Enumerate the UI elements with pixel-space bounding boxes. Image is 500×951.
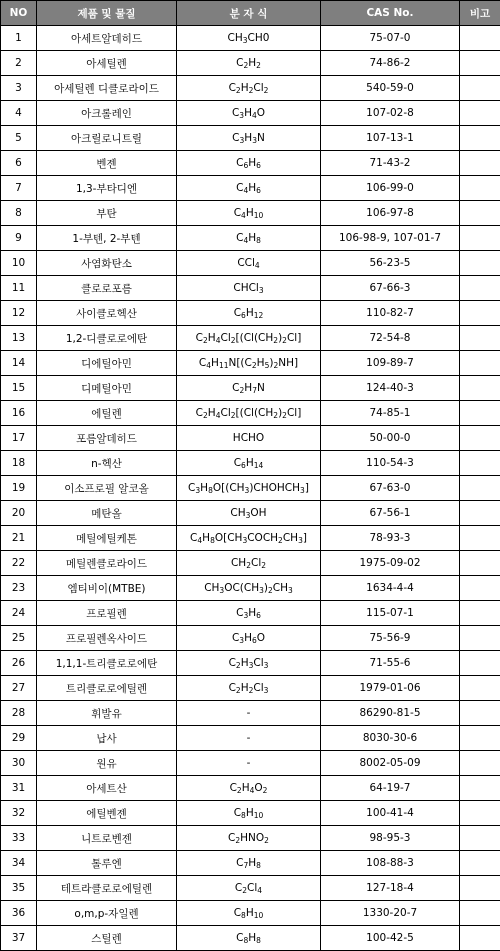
cell-cas: 67-63-0 [321,476,460,501]
cell-no: 2 [1,51,37,76]
cell-note [460,826,500,851]
cell-cas: 71-55-6 [321,651,460,676]
cell-no: 22 [1,551,37,576]
cell-no: 14 [1,351,37,376]
cell-no: 13 [1,326,37,351]
cell-formula: $CH_2Cl_2$ [177,551,321,576]
cell-no: 34 [1,851,37,876]
cell-formula: $C_2HNO_2$ [177,826,321,851]
cell-note [460,476,500,501]
cell-note [460,851,500,876]
cell-cas: 74-86-2 [321,51,460,76]
cell-note [460,251,500,276]
cell-no: 1 [1,26,37,51]
header-row [1,1,500,26]
cell-no: 4 [1,101,37,126]
cell-note [460,401,500,426]
cell-cas: 127-18-4 [321,876,460,901]
cell-formula: $C_4H_6$ [177,176,321,201]
header-name: 제품 및 물질 [37,1,177,26]
cell-name: 1,1,1-트리클로로에탄 [37,651,177,676]
cell-formula: - [177,751,321,776]
cell-cas: 100-42-5 [321,926,460,951]
cell-formula: $C_4H_{11}N[(C_2H_5)_2NH]$ [177,351,321,376]
cell-no: 23 [1,576,37,601]
cell-no: 9 [1,226,37,251]
table-row [1,26,500,51]
cell-formula: $C_6H_{12}$ [177,301,321,326]
cell-note [460,526,500,551]
table-row [1,526,500,551]
cell-name: 아크롤레인 [37,101,177,126]
cell-no: 26 [1,651,37,676]
table-row [1,576,500,601]
cell-no: 6 [1,151,37,176]
cell-name: 엠티비이(MTBE) [37,576,177,601]
cell-cas: 75-07-0 [321,26,460,51]
cell-name: 아세트알데히드 [37,26,177,51]
cell-formula: $C_4H_8$ [177,226,321,251]
table-row [1,801,500,826]
cell-formula: $C_3H_6$ [177,601,321,626]
cell-name: 1-부텐, 2-부텐 [37,226,177,251]
cell-formula: $C_8H_{10}$ [177,801,321,826]
table-row [1,251,500,276]
cell-formula: $C_8H_{10}$ [177,901,321,926]
table-row [1,551,500,576]
table-row [1,701,500,726]
cell-cas: 78-93-3 [321,526,460,551]
table-row [1,301,500,326]
cell-name: 메틸에틸케톤 [37,526,177,551]
cell-name: 클로로포름 [37,276,177,301]
cell-note [460,201,500,226]
cell-cas: 115-07-1 [321,601,460,626]
cell-name: 테트라클로로에틸렌 [37,876,177,901]
cell-name: 프로필렌옥사이드 [37,626,177,651]
cell-note [460,351,500,376]
header-formula: 분 자 식 [177,1,321,26]
cell-note [460,26,500,51]
table-row [1,826,500,851]
table-row [1,276,500,301]
cell-no: 5 [1,126,37,151]
cell-name: 에틸벤젠 [37,801,177,826]
cell-no: 3 [1,76,37,101]
cell-no: 7 [1,176,37,201]
cell-name: 프로필렌 [37,601,177,626]
cell-name: 아크릴로니트릴 [37,126,177,151]
table-row [1,876,500,901]
cell-no: 33 [1,826,37,851]
cell-name: 디에틸아민 [37,351,177,376]
cell-cas: 1330-20-7 [321,901,460,926]
cell-formula: $C_3H_6O$ [177,626,321,651]
cell-no: 31 [1,776,37,801]
table-row [1,676,500,701]
cell-formula: $C_4H_8O[CH_3COCH_2CH_3]$ [177,526,321,551]
cell-note [460,726,500,751]
cell-note [460,601,500,626]
cell-formula: CHCl$_3$ [177,276,321,301]
cell-name: 이소프로필 알코올 [37,476,177,501]
table-row [1,776,500,801]
cell-name: 사이클로헥산 [37,301,177,326]
cell-no: 28 [1,701,37,726]
cell-no: 8 [1,201,37,226]
cell-cas: 106-99-0 [321,176,460,201]
cell-cas: 86290-81-5 [321,701,460,726]
table-row [1,51,500,76]
cell-name: 부탄 [37,201,177,226]
table-row [1,601,500,626]
table-row [1,226,500,251]
table-row [1,901,500,926]
cell-formula: - [177,701,321,726]
cell-note [460,276,500,301]
cell-formula: $C_3H_3N$ [177,126,321,151]
cell-cas: 71-43-2 [321,151,460,176]
header-no: NO [1,1,37,26]
cell-name: 니트로벤젠 [37,826,177,851]
cell-name: o,m,p-자일렌 [37,901,177,926]
cell-name: 디메틸아민 [37,376,177,401]
cell-formula: $C_3H_8O[(CH_3)CHOHCH_3]$ [177,476,321,501]
cell-note [460,651,500,676]
cell-no: 36 [1,901,37,926]
cell-note [460,551,500,576]
cell-no: 16 [1,401,37,426]
cell-note [460,326,500,351]
cell-cas: 107-02-8 [321,101,460,126]
cell-name: 톨루엔 [37,851,177,876]
cell-name: 아세틸렌 디클로라이드 [37,76,177,101]
table-row [1,926,500,951]
table-row [1,351,500,376]
cell-note [460,701,500,726]
cell-cas: 64-19-7 [321,776,460,801]
cell-formula: $C_2H_4O_2$ [177,776,321,801]
cell-no: 15 [1,376,37,401]
cell-formula: $C_8H_8$ [177,926,321,951]
cell-note [460,101,500,126]
header-note: 비고 [460,1,500,26]
cell-cas: 67-66-3 [321,276,460,301]
cell-formula: $C_2H_3Cl_3$ [177,651,321,676]
cell-name: 휘발유 [37,701,177,726]
cell-name: 아세틸렌 [37,51,177,76]
cell-no: 21 [1,526,37,551]
cell-no: 35 [1,876,37,901]
cell-no: 20 [1,501,37,526]
table-body [1,26,500,951]
cell-formula: $C_3H_4O$ [177,101,321,126]
cell-note [460,801,500,826]
cell-name: 메탄올 [37,501,177,526]
cell-no: 18 [1,451,37,476]
cell-cas: 124-40-3 [321,376,460,401]
cell-formula: $C_2H_2Cl_3$ [177,676,321,701]
table-row [1,751,500,776]
cell-formula: CCl$_4$ [177,251,321,276]
cell-note [460,776,500,801]
table-row [1,451,500,476]
cell-note [460,426,500,451]
cell-cas: 72-54-8 [321,326,460,351]
table-row [1,401,500,426]
cell-no: 11 [1,276,37,301]
cell-cas: 108-88-3 [321,851,460,876]
cell-formula: $C_2H_4Cl_2[(Cl(CH_2)_2Cl]$ [177,401,321,426]
cell-formula: $CH_3OH$ [177,501,321,526]
table-row [1,376,500,401]
cell-no: 29 [1,726,37,751]
table-row [1,151,500,176]
cell-no: 37 [1,926,37,951]
cell-cas: 1975-09-02 [321,551,460,576]
table-row [1,476,500,501]
cell-cas: 100-41-4 [321,801,460,826]
cell-no: 10 [1,251,37,276]
cell-name: 아세트산 [37,776,177,801]
cell-name: 사염화탄소 [37,251,177,276]
cell-note [460,176,500,201]
table-row [1,326,500,351]
cell-no: 30 [1,751,37,776]
cell-note [460,876,500,901]
cell-cas: 56-23-5 [321,251,460,276]
cell-formula: $C_2H_4Cl_2[(Cl(CH_2)_2Cl]$ [177,326,321,351]
cell-formula: $C_2H_2Cl_2$ [177,76,321,101]
cell-no: 24 [1,601,37,626]
cell-note [460,676,500,701]
cell-cas: 1634-4-4 [321,576,460,601]
cell-note [460,76,500,101]
cell-name: 원유 [37,751,177,776]
table-row [1,101,500,126]
cell-cas: 8030-30-6 [321,726,460,751]
cell-note [460,126,500,151]
cell-cas: 540-59-0 [321,76,460,101]
cell-cas: 107-13-1 [321,126,460,151]
cell-formula: $C_6H_6$ [177,151,321,176]
header-cas: CAS No. [321,1,460,26]
cell-no: 27 [1,676,37,701]
cell-cas: 110-82-7 [321,301,460,326]
cell-formula: $CH_3OC(CH_3)_2CH_3$ [177,576,321,601]
cell-no: 19 [1,476,37,501]
table-row [1,726,500,751]
cell-name: 스틸렌 [37,926,177,951]
table-row [1,501,500,526]
cell-note [460,926,500,951]
cell-name: 트리클로로에틸렌 [37,676,177,701]
cell-no: 25 [1,626,37,651]
cell-formula: $C_2Cl_4$ [177,876,321,901]
cell-cas: 109-89-7 [321,351,460,376]
cell-name: 1,2-디클로로에탄 [37,326,177,351]
cell-formula: HCHO [177,426,321,451]
cell-note [460,501,500,526]
cell-no: 12 [1,301,37,326]
table-row [1,426,500,451]
table-header [1,1,500,26]
cell-cas: 106-97-8 [321,201,460,226]
cell-note [460,301,500,326]
cell-name: 메틸렌클로라이드 [37,551,177,576]
cell-cas: 110-54-3 [321,451,460,476]
cell-formula: $C_2H_7N$ [177,376,321,401]
cell-formula: $C_4H_{10}$ [177,201,321,226]
cell-cas: 74-85-1 [321,401,460,426]
table-row [1,76,500,101]
cell-formula: $CH_3CH0$ [177,26,321,51]
cell-name: 벤젠 [37,151,177,176]
cell-no: 32 [1,801,37,826]
table-row [1,626,500,651]
cell-cas: 8002-05-09 [321,751,460,776]
cell-name: n-헥산 [37,451,177,476]
table-row [1,851,500,876]
cell-name: 에틸렌 [37,401,177,426]
cell-note [460,226,500,251]
cell-no: 17 [1,426,37,451]
cell-name: 포름알데히드 [37,426,177,451]
cell-note [460,751,500,776]
cell-cas: 1979-01-06 [321,676,460,701]
cell-note [460,151,500,176]
table-row [1,176,500,201]
cell-cas: 67-56-1 [321,501,460,526]
cell-cas: 75-56-9 [321,626,460,651]
cell-name: 1,3-부타디엔 [37,176,177,201]
table-row [1,126,500,151]
cell-formula: $C_2H_2$ [177,51,321,76]
cell-cas: 98-95-3 [321,826,460,851]
cell-note [460,376,500,401]
cell-formula: - [177,726,321,751]
cell-note [460,576,500,601]
cell-note [460,451,500,476]
table-row [1,651,500,676]
cell-cas: 106-98-9, 107-01-7 [321,226,460,251]
cell-formula: $C_7H_8$ [177,851,321,876]
cell-note [460,626,500,651]
cell-cas: 50-00-0 [321,426,460,451]
table-row [1,201,500,226]
cell-note [460,901,500,926]
cell-formula: $C_6H_{14}$ [177,451,321,476]
cell-note [460,51,500,76]
cell-name: 납사 [37,726,177,751]
